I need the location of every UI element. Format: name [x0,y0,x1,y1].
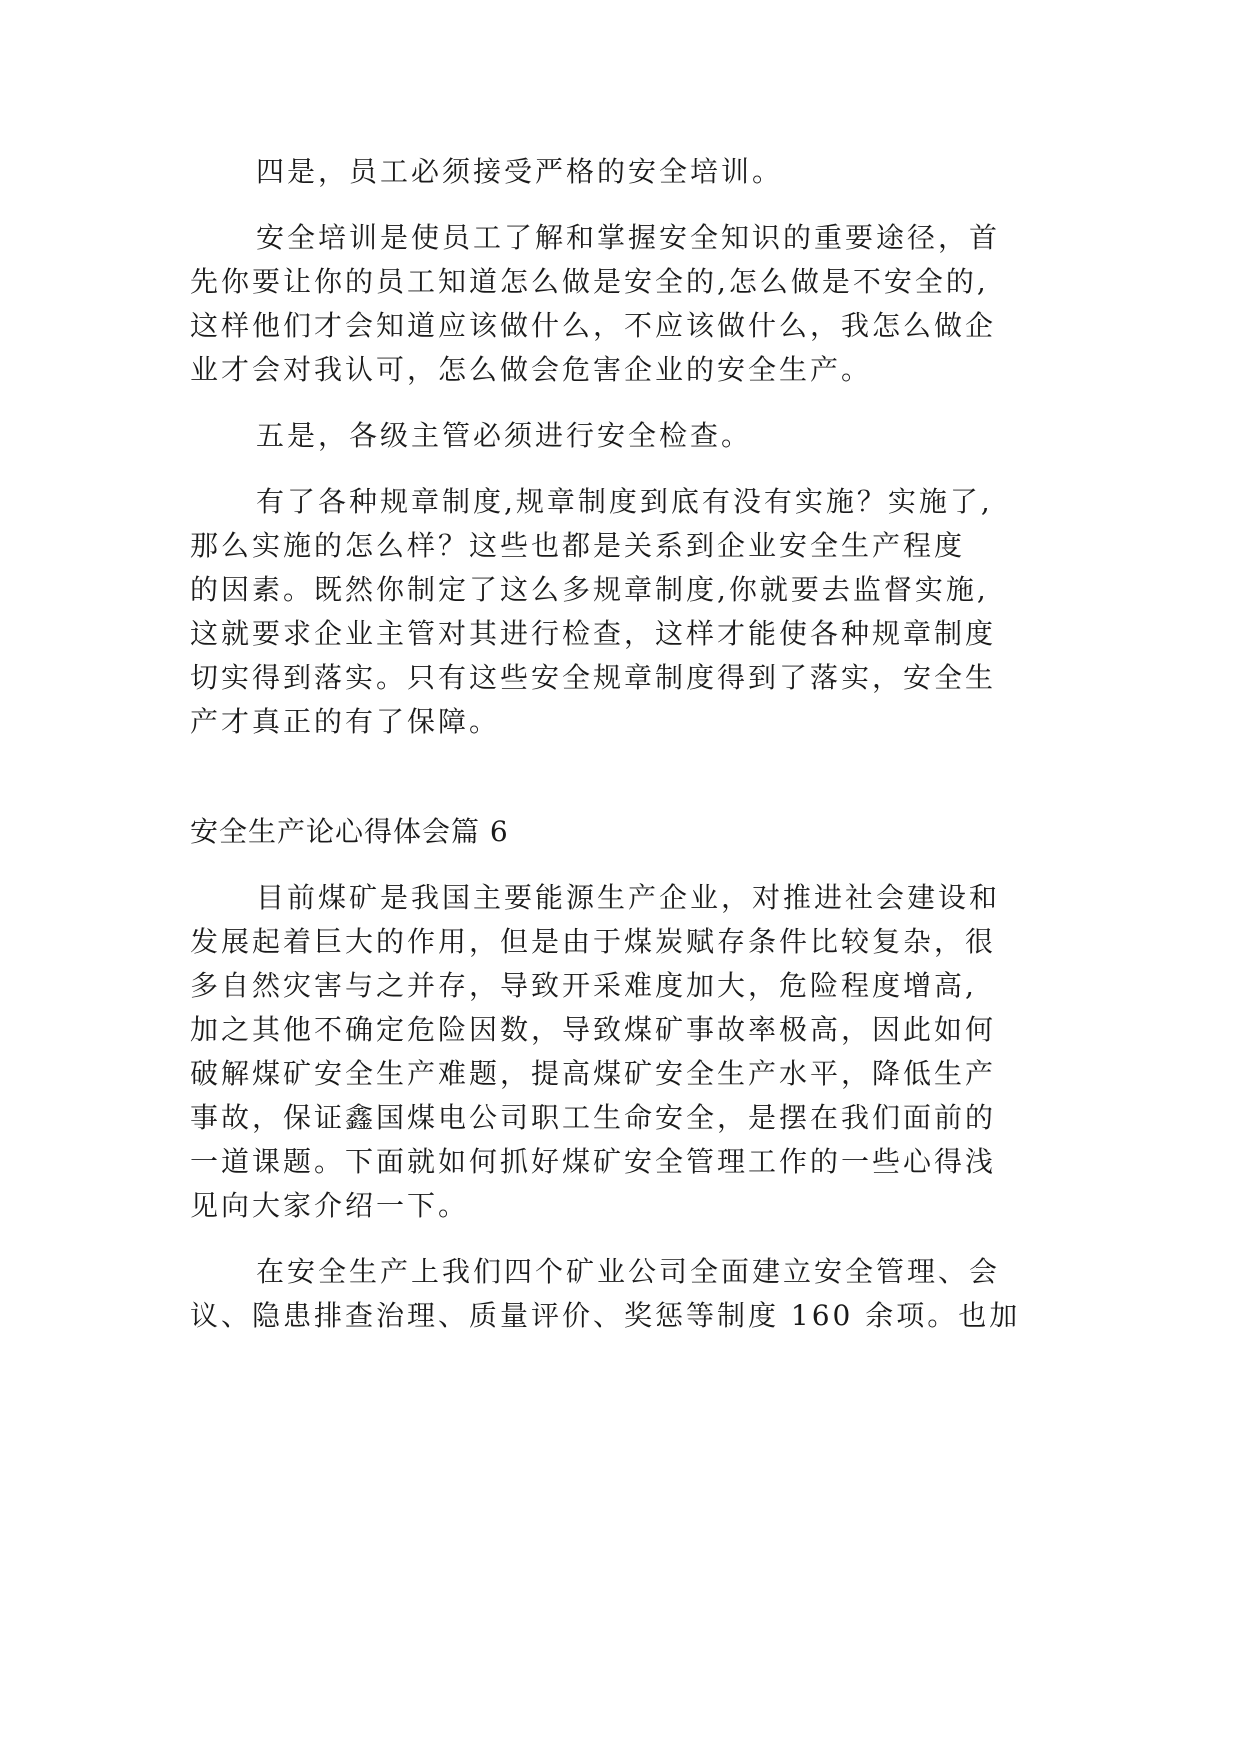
section-spacer [190,766,1050,810]
section-heading: 安全生产论心得体会篇 6 [190,815,509,848]
paragraph-line: 这样他们才会知道应该做什么，不应该做什么，我怎么做企 [190,309,997,342]
paragraph-line: 那么实施的怎么样？这些也都是关系到企业安全生产程度 [190,529,966,562]
paragraph-point-four [190,150,1050,194]
paragraph-line: 加之其他不确定危险因数，导致煤矿事故率极高，因此如何 [190,1013,997,1046]
paragraph-line: 多自然灾害与之并存，导致开采难度加大，危险程度增高, [190,969,977,1002]
paragraph-line: 切实得到落实。只有这些安全规章制度得到了落实，安全生 [190,661,997,694]
paragraph-line: 业才会对我认可，怎么做会危害企业的安全生产。 [190,353,873,386]
paragraph-line: 有了各种规章制度,规章制度到底有没有实施？实施了, [256,485,993,518]
paragraph-line: 先你要让你的员工知道怎么做是安全的,怎么做是不安全的, [190,265,989,298]
paragraph-line: 五是，各级主管必须进行安全检查。 [256,419,753,452]
paragraph-inspection [190,480,1050,744]
paragraph-line: 安全培训是使员工了解和掌握安全知识的重要途径，首 [256,221,1001,254]
paragraph-line: 的因素。既然你制定了这么多规章制度,你就要去监督实施, [190,573,989,606]
paragraph-safety-systems [190,1250,1050,1338]
paragraph-line: 一道课题。下面就如何抓好煤矿安全管理工作的一些心得浅 [190,1145,997,1178]
paragraph-line: 四是，员工必须接受严格的安全培训。 [256,155,784,188]
paragraph-line: 产才真正的有了保障。 [190,705,501,738]
paragraph-line: 事故，保证鑫国煤电公司职工生命安全，是摆在我们面前的 [190,1101,997,1134]
paragraph-point-five [190,414,1050,458]
paragraph-line: 议、隐患排查治理、质量评价、奖惩等制度 160 余项。也加 [190,1299,1021,1332]
paragraph-line: 这就要求企业主管对其进行检查，这样才能使各种规章制度 [190,617,997,650]
document-body [190,150,1050,1360]
paragraph-line: 在安全生产上我们四个矿业公司全面建立安全管理、会 [256,1255,1001,1288]
paragraph-line: 见向大家介绍一下。 [190,1189,470,1222]
paragraph-training [190,216,1050,392]
paragraph-line: 目前煤矿是我国主要能源生产企业，对推进社会建设和 [256,881,1001,914]
paragraph-coal-mine-intro [190,876,1050,1228]
paragraph-line: 发展起着巨大的作用，但是由于煤炭赋存条件比较复杂，很 [190,925,997,958]
paragraph-line: 破解煤矿安全生产难题，提高煤矿安全生产水平，降低生产 [190,1057,997,1090]
